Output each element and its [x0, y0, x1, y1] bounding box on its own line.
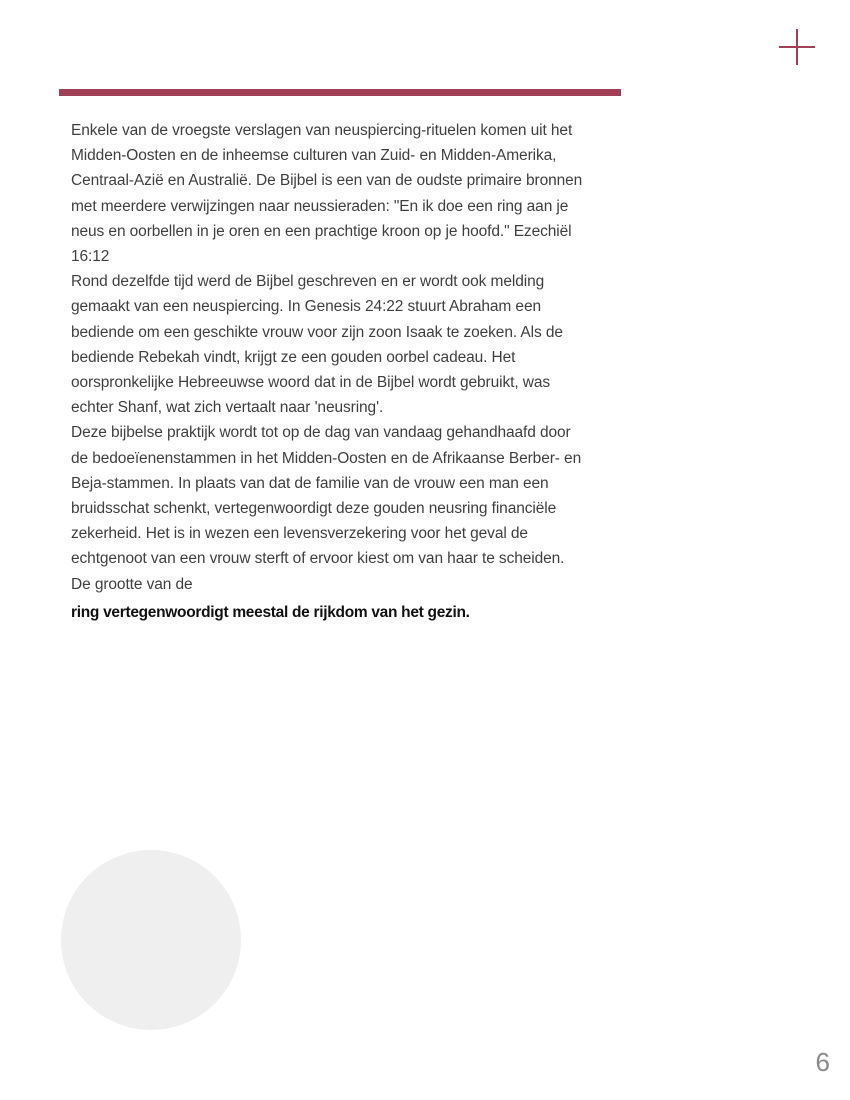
- decorative-circle: [61, 850, 241, 1030]
- paragraph-1: Enkele van de vroegste verslagen van neuspiercing-rituelen komen uit het Midden-Oosten en de inheemse culturen van Zuid- en Midden-Amerika, Centraal-Azië en Australië. De Bijbel is een van de oudste primaire bronnen met meerdere verwijzingen naar neussieraden: "En ik doe een ring aan je neus en oorbellen in je oren en een prachtige kroon op je hoofd." Ezechiël 16:12: [71, 122, 583, 266]
- paragraph-2: Rond dezelfde tijd werd de Bijbel geschreven en er wordt ook melding gemaakt van een neuspiercing. In Genesis 24:22 stuurt Abraham een bediende om een geschikte vrouw voor zijn zoon Isaak te zoeken. Als de bediende Rebekah vindt, krijgt ze een gouden oorbel cadeau. Het oorspronkelijke Hebreeuwse woord dat in de Bijbel wordt gebruikt, was echter Shanf, wat zich vertaalt naar 'neusring'.: [71, 273, 563, 417]
- body-text: [71, 118, 586, 625]
- page-number: 6: [815, 1047, 830, 1077]
- accent-bar: [59, 89, 621, 96]
- closing-line: ring vertegenwoordigt meestal de rijkdom van het gezin.: [71, 603, 470, 621]
- plus-decoration-icon: [779, 29, 815, 65]
- paragraph-3: Deze bijbelse praktijk wordt tot op de dag van vandaag gehandhaafd door de bedoeïenenstammen in het Midden-Oosten en de Afrikaanse Berber- en Beja-stammen. In plaats van dat de familie van de vrouw een man een bruidsschat schenkt, vertegenwoordigt deze gouden neusring financiële zekerheid. Het is in wezen een levensverzekering voor het geval de echtgenoot van een vrouw sterft of ervoor kiest om van haar te scheiden. De grootte van de: [71, 424, 582, 593]
- plus-vertical-stroke: [796, 29, 798, 65]
